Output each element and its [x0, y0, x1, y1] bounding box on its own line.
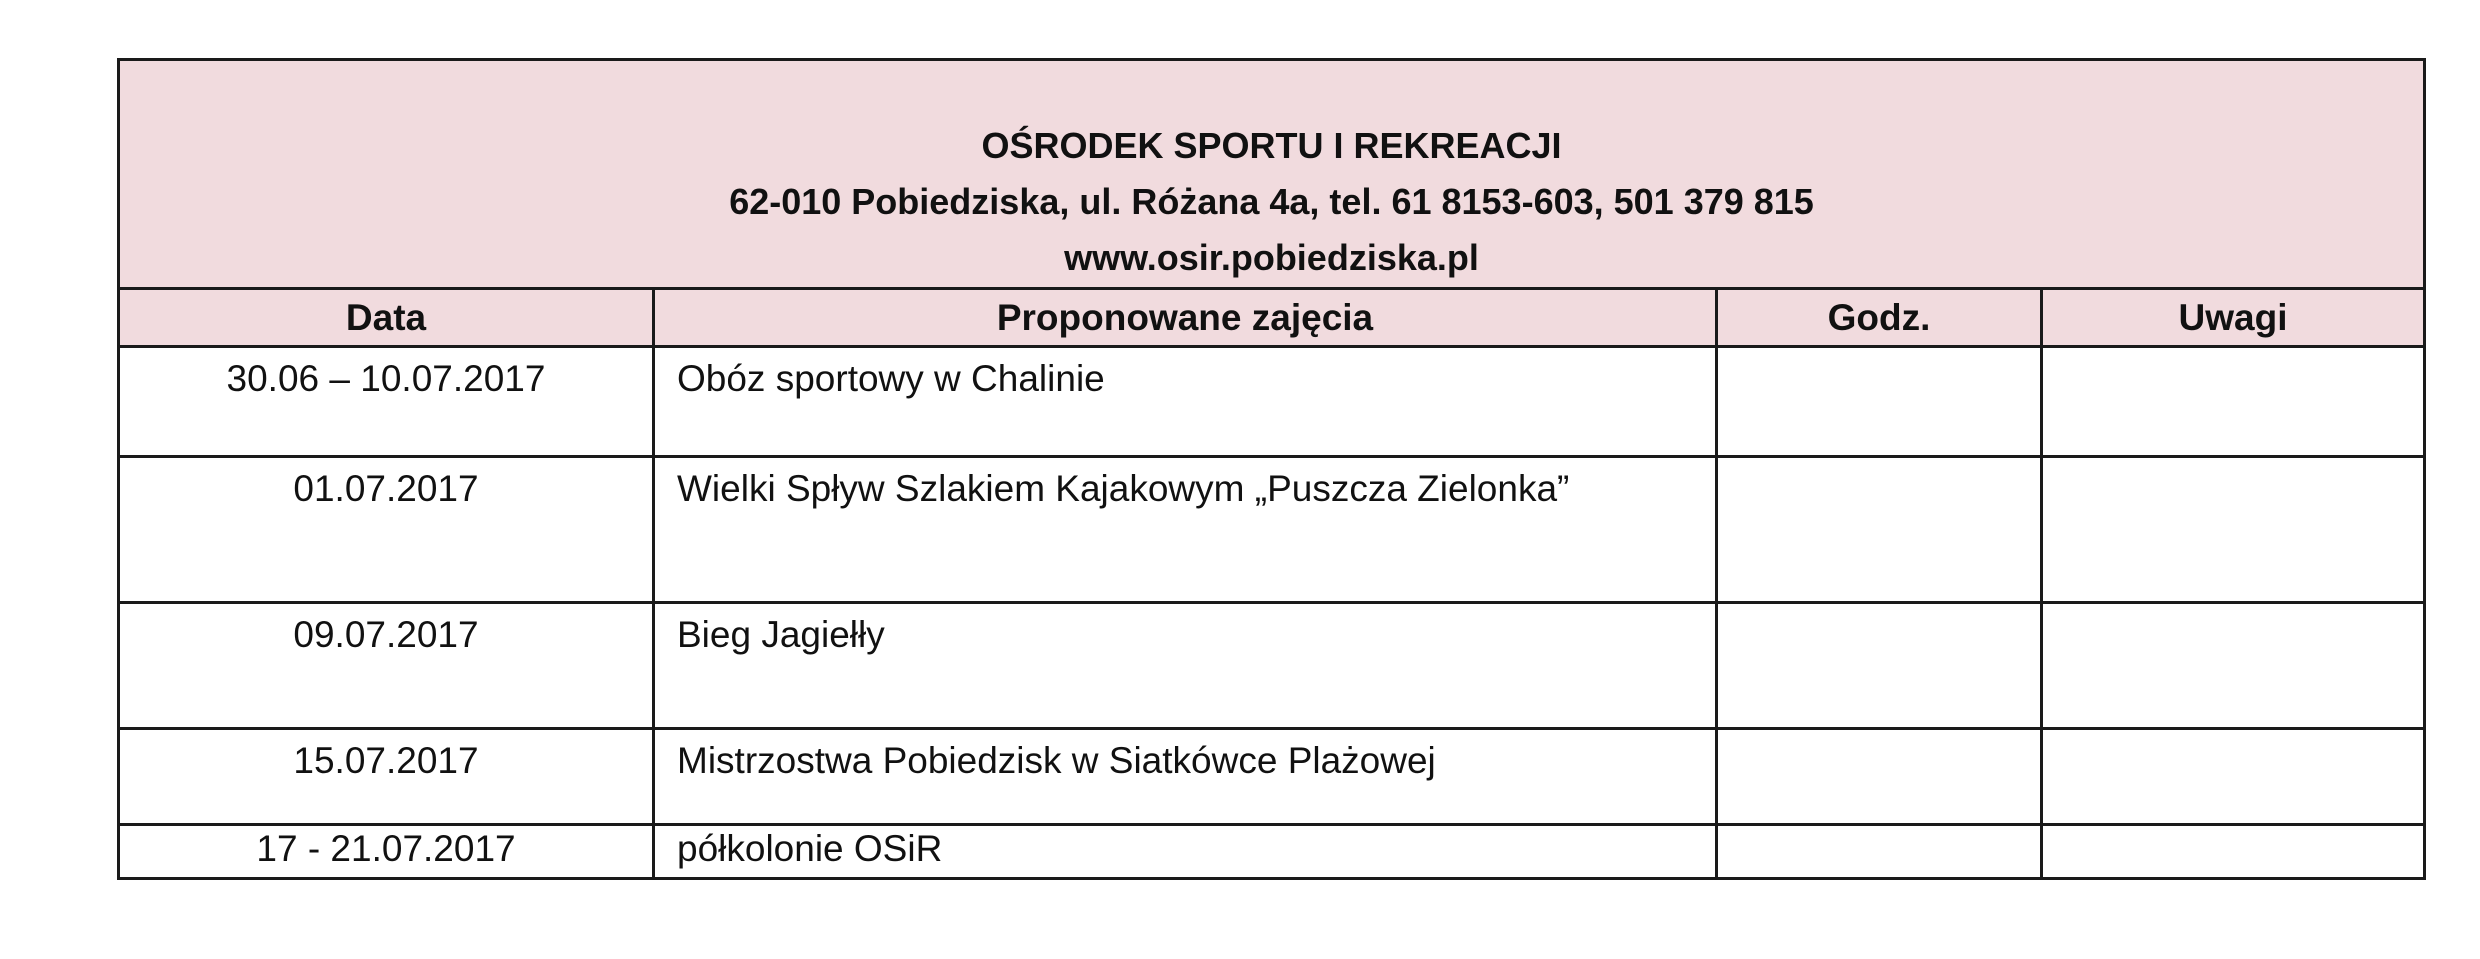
column-header-date: Data — [119, 289, 654, 347]
date-text: 15.07.2017 — [293, 740, 479, 781]
date-text: 30.06 – 10.07.2017 — [226, 358, 546, 399]
date-text: 17 - 21.07.2017 — [256, 828, 516, 869]
notes-cell — [2042, 729, 2425, 825]
activity-cell — [654, 603, 1717, 729]
organization-name: OŚRODEK SPORTU I REKREACJI — [981, 125, 1562, 166]
activity-text: Obóz sportowy w Chalinie — [677, 358, 1105, 399]
table-row — [119, 729, 2425, 825]
date-text: 01.07.2017 — [293, 468, 479, 509]
table-row — [119, 457, 2425, 603]
date-cell — [119, 457, 654, 603]
activity-text: półkolonie OSiR — [677, 828, 943, 869]
table-row — [119, 825, 2425, 879]
activity-cell — [654, 347, 1717, 457]
column-header-hours: Godz. — [1717, 289, 2042, 347]
hours-cell — [1717, 347, 2042, 457]
hours-cell — [1717, 603, 2042, 729]
date-text: 09.07.2017 — [293, 614, 479, 655]
activity-text: Mistrzostwa Pobiedzisk w Siatkówce Plażowej — [677, 740, 1436, 781]
activity-text: Wielki Spływ Szlakiem Kajakowym „Puszcza Zielonka” — [677, 468, 1570, 509]
date-cell — [119, 603, 654, 729]
notes-cell — [2042, 347, 2425, 457]
activity-text: Bieg Jagiełły — [677, 614, 885, 655]
activity-cell — [654, 729, 1717, 825]
date-cell — [119, 729, 654, 825]
hours-cell — [1717, 825, 2042, 879]
activity-cell — [654, 457, 1717, 603]
notes-cell — [2042, 825, 2425, 879]
organization-header — [119, 60, 2425, 289]
column-header-notes: Uwagi — [2042, 289, 2425, 347]
table-row — [119, 603, 2425, 729]
organization-address: 62-010 Pobiedziska, ul. Różana 4a, tel. 61 8153-603, 501 379 815 — [729, 181, 1814, 222]
activity-cell — [654, 825, 1717, 879]
hours-cell — [1717, 457, 2042, 603]
header-row — [119, 60, 2425, 289]
date-cell — [119, 347, 654, 457]
column-header-row — [119, 289, 2425, 347]
date-cell — [119, 825, 654, 879]
organization-website[interactable]: www.osir.pobiedziska.pl — [1064, 237, 1479, 278]
table-row — [119, 347, 2425, 457]
notes-cell — [2042, 457, 2425, 603]
hours-cell — [1717, 729, 2042, 825]
column-header-activity: Proponowane zajęcia — [654, 289, 1717, 347]
notes-cell — [2042, 603, 2425, 729]
schedule-table — [117, 58, 2426, 880]
